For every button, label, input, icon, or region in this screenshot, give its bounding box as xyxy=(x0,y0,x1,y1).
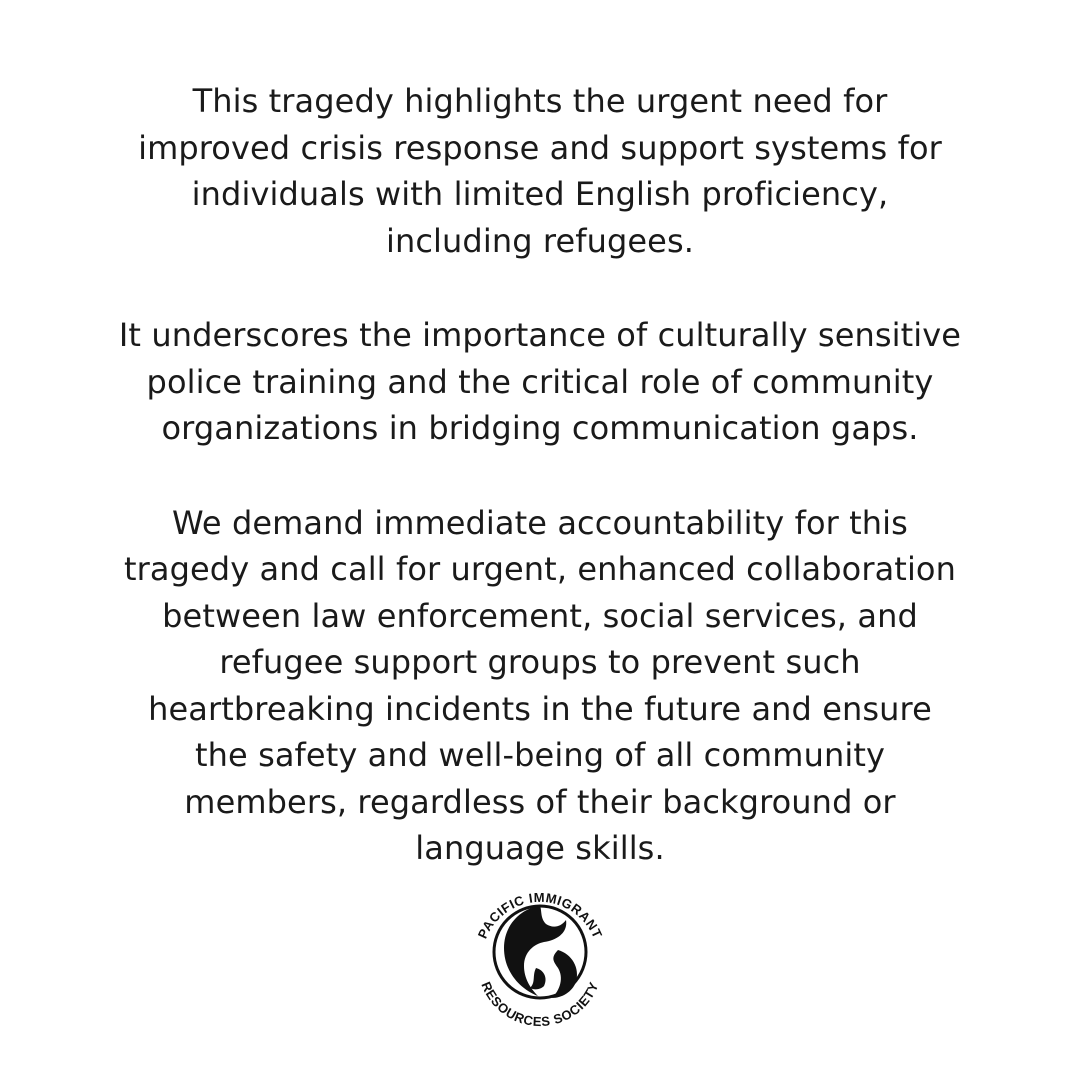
paragraph-1 xyxy=(60,78,1020,264)
logo-figure-inner xyxy=(552,950,577,998)
paragraph-line: tragedy and call for urgent, enhanced collaboration xyxy=(123,550,956,588)
statement xyxy=(60,78,1020,920)
paragraph-line: organizations in bridging communication gaps. xyxy=(161,409,919,447)
paragraph-2 xyxy=(60,312,1020,452)
paragraph-line: individuals with limited English proficiency, xyxy=(191,175,889,213)
paragraph-line: improved crisis response and support systems for xyxy=(138,128,942,167)
paragraph-3 xyxy=(60,500,1020,872)
logo-bottom-text: RESOURCES SOCIETY xyxy=(478,979,602,1030)
paragraph-line: refugee support groups to prevent such xyxy=(219,643,861,681)
paragraph-line: We demand immediate accountability for this xyxy=(172,503,908,542)
paragraph-line: heartbreaking incidents in the future and ensure xyxy=(148,689,932,728)
paragraph-line: between law enforcement, social services, and xyxy=(162,596,918,635)
paragraph-line: police training and the critical role of community xyxy=(146,362,934,401)
pirs-logo xyxy=(460,872,620,1032)
pirs-logo-icon xyxy=(460,872,620,1032)
paragraph-line: the safety and well-being of all community xyxy=(194,736,886,774)
paragraph-line: It underscores the importance of culturally sensitive xyxy=(118,316,962,354)
paragraph-line: language skills. xyxy=(415,829,665,867)
logo-figure-small xyxy=(530,968,546,989)
logo-top-text: PACIFIC IMMIGRANT xyxy=(474,889,606,941)
paragraph-line: including refugees. xyxy=(385,221,695,260)
paragraph-line: This tragedy highlights the urgent need for xyxy=(192,82,888,120)
paragraph-line: members, regardless of their background or xyxy=(184,782,896,821)
